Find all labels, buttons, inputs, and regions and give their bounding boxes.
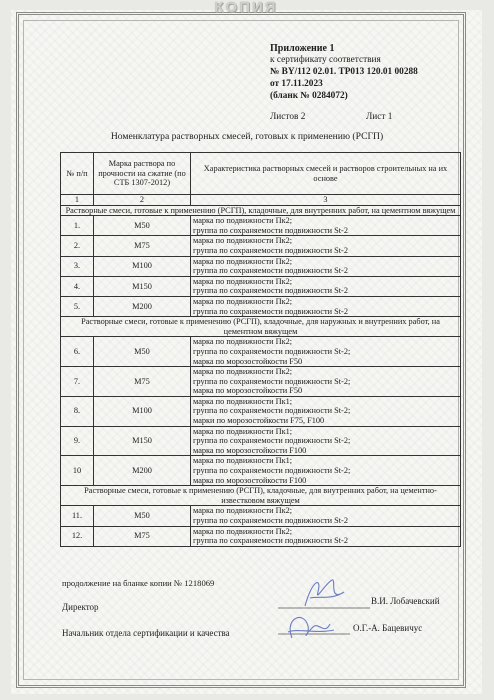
mortar-grade: М50 — [94, 216, 191, 236]
mortar-grade: М100 — [94, 256, 191, 276]
characteristic-line: группа по сохраняемости подвижности St-2 — [193, 536, 348, 546]
table-row — [61, 296, 461, 316]
characteristic-line: группа по сохраняемости подвижности St-2; — [193, 466, 351, 476]
table-header-row — [61, 153, 461, 195]
sheet-number: Лист 1 — [366, 112, 393, 122]
characteristic-line: марка по морозостойкости F50 — [193, 356, 303, 366]
characteristics-cell — [191, 367, 461, 397]
row-number: 10 — [61, 456, 94, 486]
blank-number: (бланк № 0284072) — [270, 91, 348, 101]
section-header-row — [61, 486, 461, 506]
director-name: В.И. Лобачевский — [371, 596, 440, 606]
section-title: Растворные смеси, готовые к применению (РСГП), кладочные, для наружных и внутренних работ, на цементном вяжущем — [61, 317, 461, 337]
mortar-grade: М50 — [94, 337, 191, 367]
row-number: 7. — [61, 367, 94, 397]
sheets-total: Листов 2 — [270, 112, 306, 122]
characteristic-line: марка по подвижности Пк2; — [193, 296, 293, 306]
characteristics-cell — [191, 396, 461, 426]
table-row — [61, 506, 461, 526]
characteristic-line: марка по подвижности Пк2; — [193, 506, 293, 516]
characteristic-line: марка по морозостойкости F50 — [193, 386, 303, 396]
characteristic-line: группа по сохраняемости подвижности St-2 — [193, 306, 348, 316]
characteristic-line: марка по подвижности Пк2; — [193, 216, 293, 226]
mortar-grade: М75 — [94, 236, 191, 256]
mortar-grade: М50 — [94, 506, 191, 526]
characteristic-line: марка по подвижности Пк2; — [193, 367, 293, 377]
certificate-date: от 17.11.2023 — [270, 79, 323, 89]
table-row — [61, 426, 461, 456]
col-header-grade: Марка раствора по прочности на сжатие (по СТБ 1307-2012) — [94, 153, 191, 195]
row-number: 2. — [61, 236, 94, 256]
mortar-grade: М75 — [94, 367, 191, 397]
characteristic-line: марки по морозостойкости F75, F100 — [193, 416, 325, 426]
mortar-grade: М200 — [94, 296, 191, 316]
table-row — [61, 216, 461, 236]
characteristic-line: группа по сохраняемости подвижности St-2; — [193, 436, 351, 446]
table-row — [61, 256, 461, 276]
characteristic-line: марка по морозостойкости F100 — [193, 445, 307, 455]
characteristics-cell — [191, 296, 461, 316]
characteristics-cell — [191, 276, 461, 296]
characteristics-cell — [191, 426, 461, 456]
continuation-note: продолжение на бланке копии № 1218069 — [62, 578, 215, 588]
characteristic-line: марка по подвижности Пк2; — [193, 526, 293, 536]
table-row — [61, 396, 461, 426]
section-title: Растворные смеси, готовые к применению (РСГП), кладочные, для внутренних работ, на цементно-известковом вяжущем — [61, 486, 461, 506]
certificate-number: № BY/112 02.01. ТР013 120.01 00288 — [270, 67, 418, 77]
table-row — [61, 526, 461, 546]
mortar-grade: М200 — [94, 456, 191, 486]
characteristic-line: группа по сохраняемости подвижности St-2 — [193, 225, 348, 235]
characteristic-line: группа по сохраняемости подвижности St-2 — [193, 245, 348, 255]
appendix-title: Приложение 1 — [270, 43, 335, 54]
nomenclature-table — [60, 152, 461, 547]
mortar-grade: М100 — [94, 396, 191, 426]
row-number: 8. — [61, 396, 94, 426]
table-row — [61, 456, 461, 486]
characteristic-line: группа по сохраняемости подвижности St-2; — [193, 376, 351, 386]
row-number: 9. — [61, 426, 94, 456]
characteristic-line: марка по подвижности Пк1; — [193, 456, 293, 466]
director-label: Директор — [62, 602, 99, 612]
row-number: 1. — [61, 216, 94, 236]
col-header-number: № п/п — [61, 153, 94, 195]
characteristic-line: группа по сохраняемости подвижности St-2 — [193, 286, 348, 296]
head-of-certification-label: Начальник отдела сертификации и качества — [62, 628, 230, 638]
section-title: Растворные смеси, готовые к применению (РСГП), кладочные, для внутренних работ, на цементном вяжущем — [61, 205, 461, 216]
row-number: 6. — [61, 337, 94, 367]
characteristic-line: марка по подвижности Пк1; — [193, 396, 293, 406]
row-number: 3. — [61, 256, 94, 276]
table-row — [61, 236, 461, 256]
characteristics-cell — [191, 216, 461, 236]
characteristics-cell — [191, 526, 461, 546]
head-of-certification-name: О.Г.-А. Бацевичус — [353, 623, 423, 633]
row-number: 12. — [61, 526, 94, 546]
characteristic-line: марка по подвижности Пк1; — [193, 426, 293, 436]
characteristics-cell — [191, 256, 461, 276]
director-signature — [305, 580, 344, 606]
characteristic-line: марка по подвижности Пк2; — [193, 236, 293, 246]
mortar-grade: М150 — [94, 426, 191, 456]
characteristic-line: марка по морозостойкости F100 — [193, 475, 307, 485]
page-title: Номенклатура растворных смесей, готовых к применению (РСГП) — [110, 131, 384, 142]
characteristics-cell — [191, 236, 461, 256]
characteristic-line: марка по подвижности Пк2; — [193, 256, 293, 266]
section-header-row — [61, 317, 461, 337]
copy-stamp: КОПИЯ — [214, 0, 278, 16]
mortar-grade: М75 — [94, 526, 191, 546]
characteristic-line: группа по сохраняемости подвижности St-2; — [193, 406, 351, 416]
mortar-grade: М150 — [94, 276, 191, 296]
col-index-1: 1 — [61, 195, 94, 206]
col-index-3: 3 — [191, 195, 461, 206]
col-header-characteristic: Характеристика растворных смесей и растворов строительных на их основе — [191, 153, 461, 195]
certificate-ref: к сертификату соответствия — [270, 55, 381, 65]
characteristic-line: марка по подвижности Пк2; — [193, 337, 293, 347]
signature-marks — [270, 570, 380, 665]
table-row — [61, 367, 461, 397]
characteristic-line: марка по подвижности Пк2; — [193, 276, 293, 286]
head-signature — [288, 617, 334, 638]
characteristic-line: группа по сохраняемости подвижности St-2 — [193, 266, 348, 276]
row-number: 11. — [61, 506, 94, 526]
characteristic-line: группа по сохраняемости подвижности St-2 — [193, 516, 348, 525]
characteristics-cell — [191, 337, 461, 367]
table-row — [61, 276, 461, 296]
row-number: 4. — [61, 276, 94, 296]
row-number: 5. — [61, 296, 94, 316]
table-row — [61, 337, 461, 367]
characteristics-cell — [191, 506, 461, 526]
characteristics-cell — [191, 456, 461, 486]
col-index-2: 2 — [94, 195, 191, 206]
characteristic-line: группа по сохраняемости подвижности St-2; — [193, 346, 351, 356]
table-index-row — [61, 195, 461, 206]
section-header-row — [61, 205, 461, 216]
